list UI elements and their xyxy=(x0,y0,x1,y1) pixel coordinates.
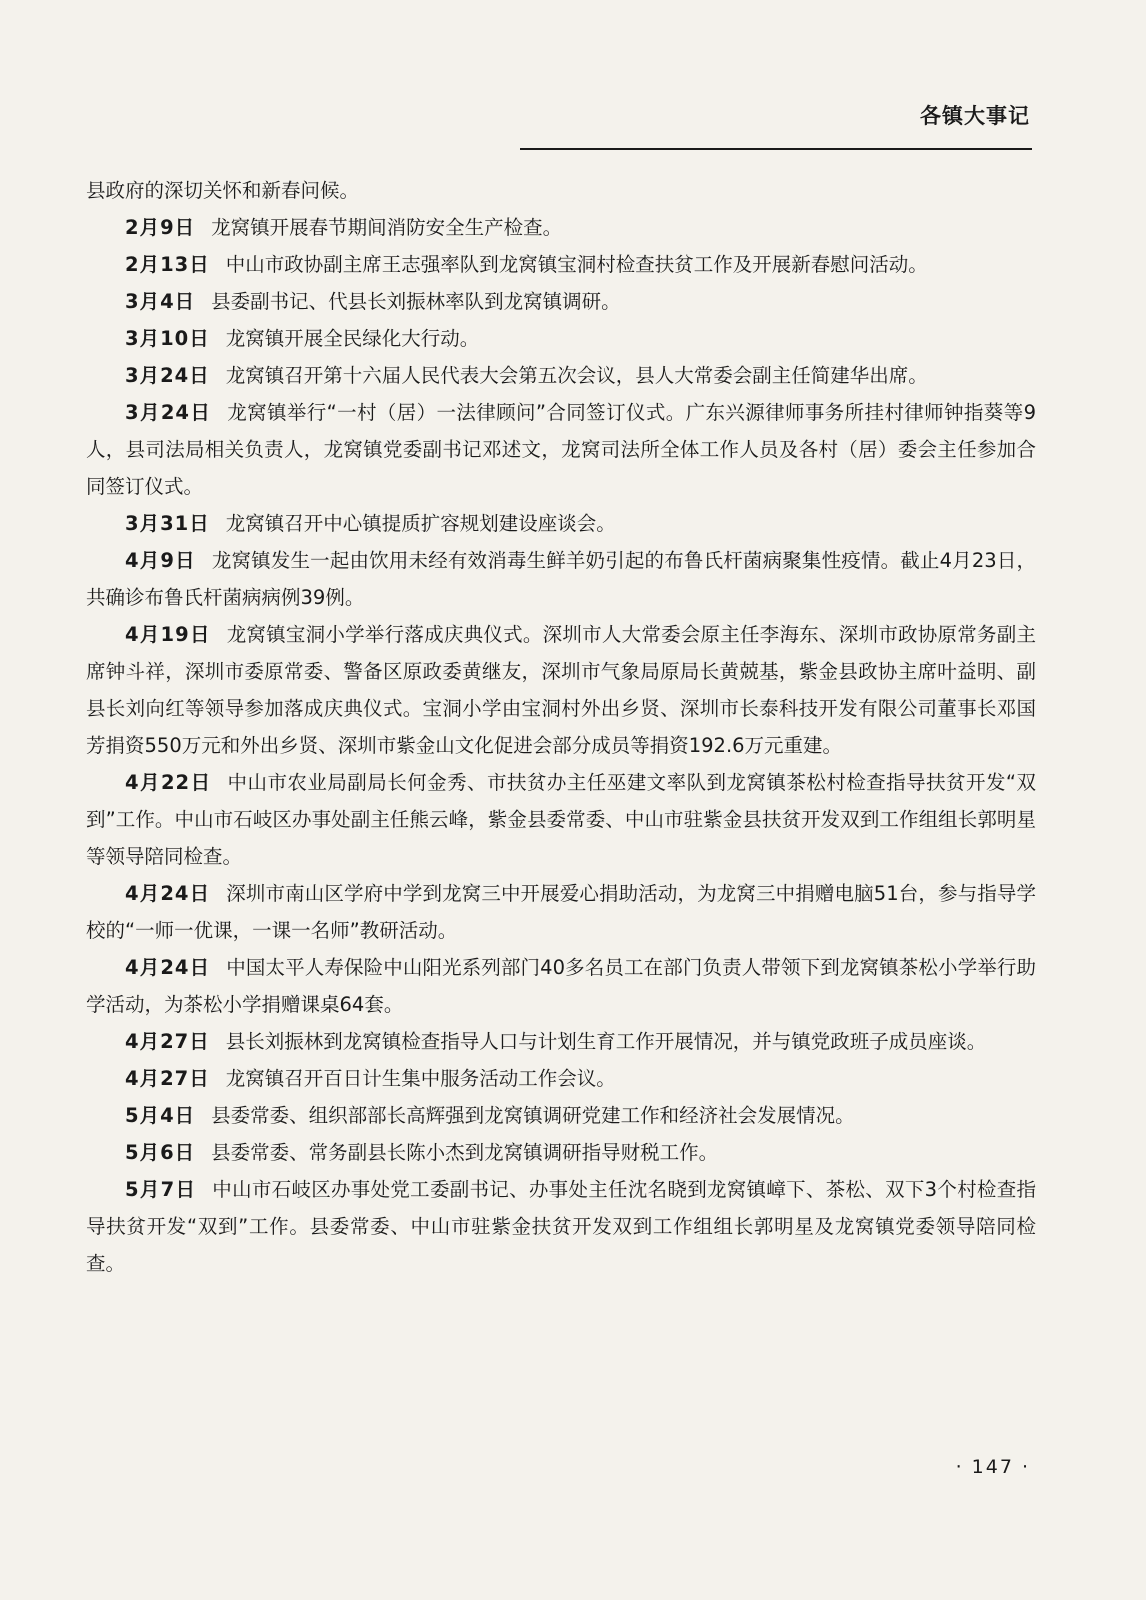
entry-text: 深圳市南山区学府中学到龙窝三中开展爱心捐助活动，为龙窝三中捐赠电脑51台，参与指导学校的“一师一优课，一课一名师”教研活动。 xyxy=(86,882,1036,942)
page-number: · 147 · xyxy=(955,1456,1030,1478)
entry-text: 县委常委、常务副县长陈小杰到龙窝镇调研指导财税工作。 xyxy=(211,1141,719,1164)
entry-date: 3月24日 xyxy=(125,401,212,424)
running-header-title: 各镇大事记 xyxy=(920,104,1030,128)
entry-text: 中山市农业局副局长何金秀、市扶贫办主任巫建文率队到龙窝镇茶松村检查指导扶贫开发“双到”工作。中山市石岐区办事处副主任熊云峰，紫金县委常委、中山市驻紫金县扶贫开发双到工作组组长郭明星等领导陪同检查。 xyxy=(86,771,1036,868)
entry-date: 3月10日 xyxy=(125,327,210,350)
entry-date: 4月22日 xyxy=(125,771,212,794)
chronicle-entry xyxy=(86,357,1036,394)
entry-list xyxy=(86,209,1036,1282)
chronicle-entry xyxy=(86,1097,1036,1134)
entry-date: 3月31日 xyxy=(125,512,210,535)
entry-date: 4月27日 xyxy=(125,1067,210,1090)
entry-date: 4月24日 xyxy=(125,956,211,979)
entry-date: 5月6日 xyxy=(125,1141,196,1164)
entry-date: 4月27日 xyxy=(125,1030,210,1053)
entry-date: 4月24日 xyxy=(125,882,211,905)
chronicle-entry xyxy=(86,246,1036,283)
chronicle-body xyxy=(86,172,1036,1282)
entry-date: 2月9日 xyxy=(125,216,196,239)
entry-text: 县委副书记、代县长刘振林率队到龙窝镇调研。 xyxy=(211,290,621,313)
chronicle-entry xyxy=(86,283,1036,320)
chronicle-entry xyxy=(86,209,1036,246)
header-rule xyxy=(520,148,1032,150)
entry-text: 中山市政协副主席王志强率队到龙窝镇宝洞村检查扶贫工作及开展新春慰问活动。 xyxy=(225,253,928,276)
entry-date: 4月9日 xyxy=(125,549,196,572)
chronicle-entry xyxy=(86,1171,1036,1282)
chronicle-entry xyxy=(86,1023,1036,1060)
continued-paragraph: 县政府的深切关怀和新春问候。 xyxy=(86,179,360,202)
entry-text: 龙窝镇宝洞小学举行落成庆典仪式。深圳市人大常委会原主任李海东、深圳市政协原常务副主席钟斗祥，深圳市委原常委、警备区原政委黄继友，深圳市气象局原局长黄兢基，紫金县政协主席叶益明、副县长刘向红等领导参加落成庆典仪式。宝洞小学由宝洞村外出乡贤、深圳市长泰科技开发有限公司董事长邓国芳捐资550万元和外出乡贤、深圳市紫金山文化促进会部分成员等捐资192.6万元重建。 xyxy=(86,623,1036,757)
entry-text: 中山市石岐区办事处党工委副书记、办事处主任沈名晓到龙窝镇嶂下、茶松、双下3个村检查指导扶贫开发“双到”工作。县委常委、中山市驻紫金扶贫开发双到工作组组长郭明星及龙窝镇党委领导陪同检查。 xyxy=(86,1178,1036,1275)
entry-date: 2月13日 xyxy=(125,253,210,276)
chronicle-entry xyxy=(86,764,1036,875)
entry-date: 4月19日 xyxy=(125,623,211,646)
entry-date: 3月24日 xyxy=(125,364,210,387)
entry-text: 龙窝镇召开第十六届人民代表大会第五次会议，县人大常委会副主任简建华出席。 xyxy=(225,364,928,387)
entry-text: 龙窝镇召开中心镇提质扩容规划建设座谈会。 xyxy=(225,512,616,535)
chronicle-entry xyxy=(86,875,1036,949)
entry-text: 龙窝镇开展全民绿化大行动。 xyxy=(225,327,480,350)
entry-text: 龙窝镇发生一起由饮用未经有效消毒生鲜羊奶引起的布鲁氏杆菌病聚集性疫情。截止4月23日，共确诊布鲁氏杆菌病病例39例。 xyxy=(86,549,1036,609)
entry-text: 县委常委、组织部部长高辉强到龙窝镇调研党建工作和经济社会发展情况。 xyxy=(211,1104,855,1127)
entry-date: 5月7日 xyxy=(125,1178,197,1201)
entry-text: 龙窝镇开展春节期间消防安全生产检查。 xyxy=(211,216,563,239)
entry-text: 中国太平人寿保险中山阳光系列部门40多名员工在部门负责人带领下到龙窝镇茶松小学举行助学活动，为茶松小学捐赠课桌64套。 xyxy=(86,956,1036,1016)
entry-date: 3月4日 xyxy=(125,290,196,313)
chronicle-entry xyxy=(86,320,1036,357)
chronicle-entry xyxy=(86,1060,1036,1097)
entry-date: 5月4日 xyxy=(125,1104,196,1127)
chronicle-entry xyxy=(86,394,1036,505)
chronicle-entry xyxy=(86,542,1036,616)
entry-text: 龙窝镇举行“一村（居）一法律顾问”合同签订仪式。广东兴源律师事务所挂村律师钟指葵等9人，县司法局相关负责人，龙窝镇党委副书记邓述文，龙窝司法所全体工作人员及各村（居）委会主任参加合同签订仪式。 xyxy=(86,401,1036,498)
entry-text: 龙窝镇召开百日计生集中服务活动工作会议。 xyxy=(225,1067,616,1090)
chronicle-entry xyxy=(86,1134,1036,1171)
chronicle-entry xyxy=(86,505,1036,542)
chronicle-entry xyxy=(86,616,1036,764)
entry-text: 县长刘振林到龙窝镇检查指导人口与计划生育工作开展情况，并与镇党政班子成员座谈。 xyxy=(225,1030,987,1053)
chronicle-entry xyxy=(86,949,1036,1023)
